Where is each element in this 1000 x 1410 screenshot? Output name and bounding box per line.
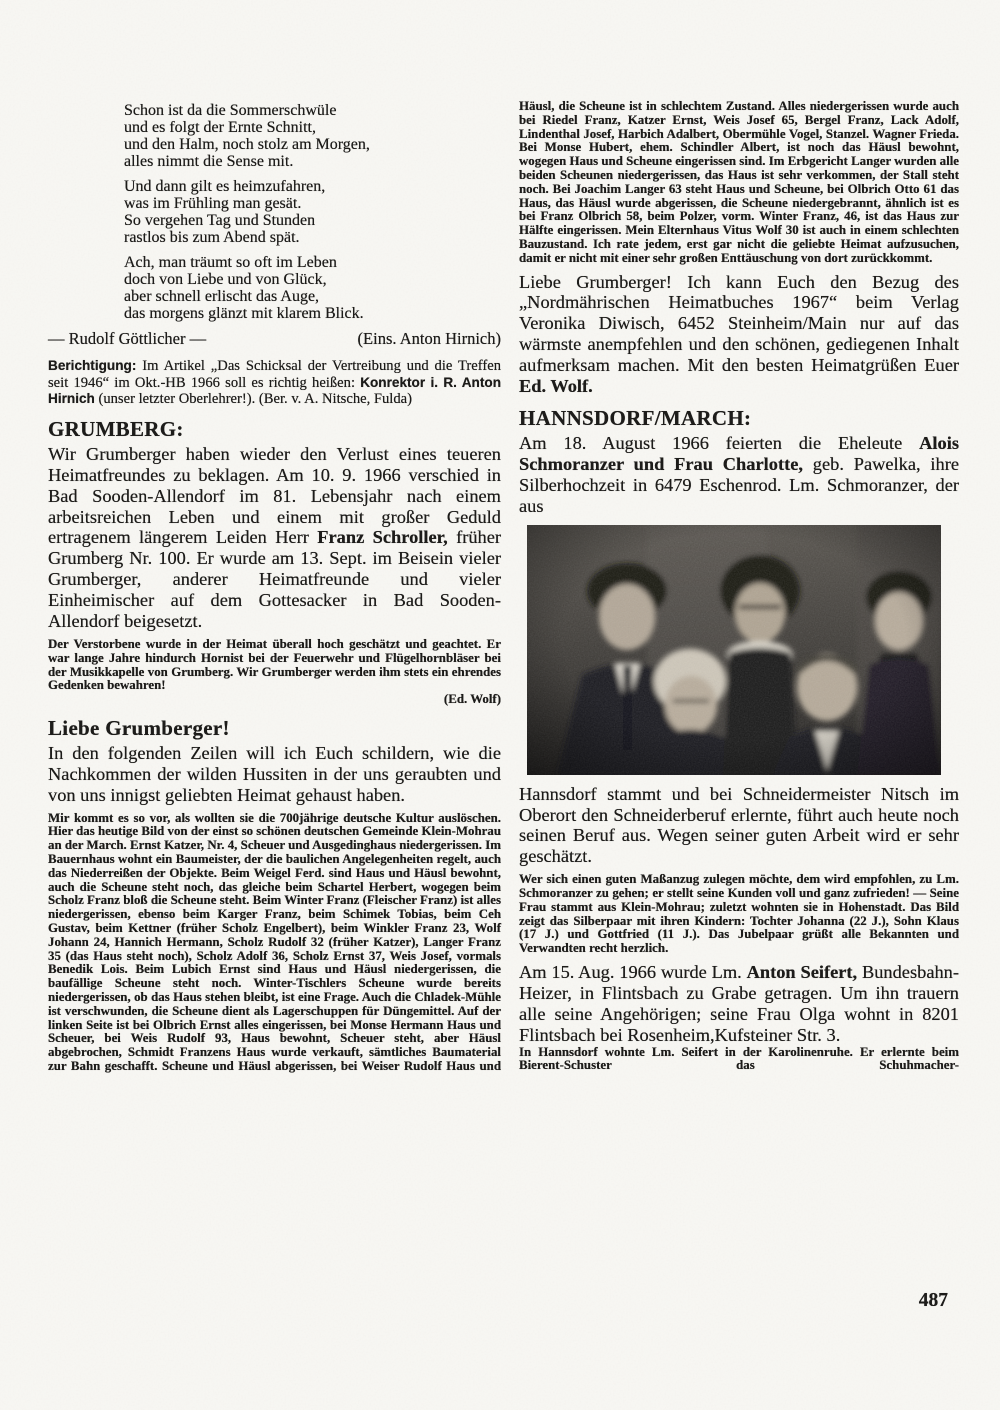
- wedding-text-b: geb. Pawelka, ihre Silberhochzeit in 6479 Eschenrod. Lm. Schmoranzer, der aus: [519, 453, 960, 516]
- liebe-intro-paragraph: In den folgenden Zeilen will ich Euch schildern, wie die Nachkommen der wilden Hussiten in der uns geraubten und von uns innigst geliebten Heimat gehaust haben.: [48, 742, 501, 805]
- heimatbuch-text: Liebe Grumberger! Ich kann Euch den Bezug des „Nordmährischen Heimatbuches 1967“ beim Verlag Veronika Diwisch, 6452 Steinheim/Main nur auf das wärmste anempfehlen und den schönen, gediegenen Inhalt aufmerksam machen. Mit den besten Heimatgrüßen Euer: [519, 271, 959, 376]
- wedding-text-a: Am 18. August 1966 feierten die Eheleute: [519, 433, 920, 453]
- poem-stanza: [124, 102, 501, 170]
- poem-line: aber schnell erlischt das Auge,: [124, 288, 320, 305]
- deceased-name: Franz Schroller,: [317, 527, 448, 548]
- poem-author: — Rudolf Göttlicher —: [48, 329, 207, 348]
- obituary-text-a: Wir Grumberger haben wieder den Verlust eines teueren Heimatfreundes zu beklagen. Am 10. 9. 1966 verschied in Bad Sooden-Allendorf im 81. Lebensjahr nach einem arbeitsreichen Leben und einem mit großer Geduld ertragenem längerem Leiden Herr: [48, 443, 501, 548]
- poem-stanza: [124, 254, 501, 322]
- obituary-text-b: früher Grumberg Nr. 100. Er wurde am 13. Sept. im Beisein vieler Grumberger, anderer Heimatfreunde und vieler Einheimischer auf dem Gottesacker in Bad Sooden-Allendorf beigesetzt.: [48, 527, 501, 632]
- silver-wedding-family-photo: [527, 525, 941, 775]
- poem-line: Ach, man träumt so oft im Leben: [124, 254, 337, 271]
- correction-paragraph: [48, 358, 501, 408]
- poem-line: und den Halm, noch stolz am Morgen,: [124, 136, 370, 153]
- poem-credit: (Eins. Anton Hirnich): [357, 329, 501, 348]
- correction-text-1: Im Artikel „Das Schicksal der Vertreibung und die Treffen seit 1946“ im Okt.-HB 1966 soll es richtig heißen:: [48, 358, 501, 391]
- poem-attribution: [48, 330, 501, 348]
- family-portrait-image: [527, 525, 941, 775]
- page-number: 487: [918, 1290, 948, 1311]
- left-column: [48, 102, 501, 1074]
- poem-line: doch von Liebe und von Glück,: [124, 271, 327, 288]
- tailor-recommendation-paragraph: Wer sich einen guten Maßanzug zulegen möchte, dem wird empfohlen, zu Lm. Schmoranzer zu gehen; er stellt seine Kunden voll und ganz zufrieden! — Seine Frau stammt aus Klein-Mohrau; zuletzt wohnten sie in Hohenstadt. Das Bild zeigt das Silberpaar mit ihren Kindern: Tochter Johanna (22 J.), Sohn Klaus (17 J.) und Gottfried (11 J.). Das Jubelpaar grüßt alle Bekannten und Verwandten recht herzlich.: [519, 872, 959, 956]
- hannsdorf-heading: HANNSDORF/MARCH:: [519, 406, 752, 430]
- seifert-biography-paragraph: In Hannsdorf wohnte Lm. Seifert in der Karolinenruhe. Er erlernte beim Bierent-Schuster das Schuhmacher-: [519, 1044, 959, 1073]
- grumberg-obituary-paragraph: [48, 444, 501, 632]
- report-continuation-paragraph: Häusl, die Scheune ist in schlechtem Zustand. Alles niedergerissen wurde auch bei Riedel Franz, Katzer Ernst, Weis Josef 65, Bergel Franz, Lack Adolf, Lindenthal Josef, Harbich Adalbert, Obermühle Vogel, Stanzel. Wagner Frieda. Bei Monse Hubert, ehem. Schindler Albert, ist noch das Häusl bewohnt, wogegen Haus und Scheune eingerissen sind. Im Erbgericht Langer wurden alle beiden Scheunen niedergerissen, das Haus ist sehr verkommen, der Stall steht noch. Bei Joachim Langer 63 steht Haus und Scheune, bei Olbrich Otto 61 das Haus, das Häusl wurde abgerissen, die Scheune niedergebrannt, ähnlich ist es bei Franz Olbrich 58, beim Polzer, vorm. Winter Franz, 46, ist das Haus zur Hälfte eingerissen. Mein Elternhaus Vitus Wolf 30 ist auch in einem schlechten Bauzustand. Ich rate jedem, erst gar nicht die geliebte Heimat aufzusuchen, damit er nicht mit einer sehr großen Enttäuschung von dort zurückkommt.: [519, 99, 959, 265]
- klein-mohrau-report-paragraph: Mir kommt es so vor, als wollten sie die 700jährige deutsche Kultur auslöschen. Hier das heutige Bild von der einst so schönen deutschen Gemeinde Klein-Mohrau an der March. Ernst Katzer, Nr. 4, Scheuer und Ausgedinghaus niedergerissen. Im Bauernhaus wohnt ein Baumeister, der die baulichen Angelegenheiten regelt, auch das Niederreißen der Objekte. Beim Weigel Ferd. sind Haus und Häusl bewohnt, auch die Scheune steht noch, das gleiche beim Schartel Herbert, wogegen beim Scholz Franz bloß die Scheune steht. Beim Winter Franz (Fleischer Franz) ist alles niedergerissen, ebenso beim Karger Franz, beim Schimek Tobias, beim Ceh Gustav, beim Kettner (früher Scholz Engelbert), beim Winkler Franz 23, Wolf Johann 24, Hannich Hermann, Scholz Rudolf 32 (früher Katzer), Langer Franz 35 (das Haus steht noch), Scholz Adolf 36, Scholz Ernst 37, Weis Josef, vormals Benedik Lois. Beim Lubich Ernst sind Haus und Häusl niedergerissen, die baufällige Scheune steht noch. Winter-Tischlers Scheune wurde bereits niedergerissen, ob das Haus stehen bleibt, ist eine Frage. Auch die Chladek-Mühle ist verschwunden, die Scheune dient als Lagerschuppen für Düngemittel. Auf der linken Seite ist bei Olbrich Ernst alles eingerissen, bei Monse Hermann Haus und Scheuer, bei Weis Rudolf 93, Haus bewohnt, Scheuer steht, aber Häusl abgebrochen, Schmidt Franzens Haus wurde verkauft, sämtliches Baumaterial zur Bahn geschafft. Scheune und Häusl abgerissen, bei Weiser Rudolf Haus und: [48, 810, 501, 1073]
- correction-label: Berichtigung:: [48, 358, 137, 373]
- poem-line: und es folgt der Ernte Schnitt,: [124, 119, 316, 136]
- poem-line: alles nimmt die Sense mit.: [124, 153, 294, 170]
- poem-line: Schon ist da die Sommerschwüle: [124, 102, 337, 119]
- poem-line: das morgens glänzt mit klarem Blick.: [124, 305, 364, 322]
- poem-line: Und dann gilt es heimzufahren,: [124, 178, 326, 195]
- liebe-grumberger-heading: Liebe Grumberger!: [48, 715, 230, 740]
- schmoranzer-profession-paragraph: Hannsdorf stammt und bei Schneidermeister Nitsch im Oberort den Schneiderberuf erlernte, führt auch heute noch seinen Beruf aus. Wegen seiner guten Arbeit wird er sehr geschätzt.: [519, 783, 959, 867]
- wedding-couple-names: Alois Schmoranzer und Frau Charlotte,: [519, 433, 959, 474]
- poem-stanza: [124, 178, 501, 246]
- grumberg-tribute-paragraph: Der Verstorbene wurde in der Heimat überall hoch geschätzt und geachtet. Er war lange Jahre hindurch Hornist bei der Feuerwehr und Flügelhornbläser bei der Musikkapelle von Grumberg. Wir Grumberger werden ihm stets ein ehrendes Gedenken bewahren!: [48, 636, 501, 693]
- poem: [48, 102, 501, 322]
- heimatbuch-signature: Ed. Wolf.: [519, 376, 593, 397]
- seifert-obituary-paragraph: [519, 962, 959, 1046]
- grumberg-heading: GRUMBERG:: [48, 416, 184, 441]
- seifert-name: Anton Seifert,: [746, 962, 858, 983]
- seifert-text-b: Bundesbahn-Heizer, in Flintsbach zu Grabe getragen. Um ihn trauern alle seine Angehörigen; seine Frau Olga wohnt in 8201 Flintsbach bei Rosenheim,Kufsteiner Str. 3.: [519, 962, 959, 1045]
- grumberg-byline: (Ed. Wolf): [443, 692, 501, 707]
- silver-wedding-paragraph: [519, 433, 959, 517]
- poem-line: So vergehen Tag und Stunden: [124, 212, 316, 229]
- poem-line: was im Frühling man gesät.: [124, 195, 302, 212]
- heimatbuch-note-paragraph: [519, 272, 959, 397]
- poem-line: rastlos bis zum Abend spät.: [124, 229, 300, 246]
- correction-name: Konrektor i. R. Anton Hirnich: [48, 374, 501, 407]
- correction-text-2: (unser letzter Oberlehrer!). (Ber. v. A. Nitsche, Fulda): [94, 391, 412, 408]
- right-column: [519, 100, 959, 1073]
- seifert-text-a: Am 15. Aug. 1966 wurde Lm.: [519, 962, 747, 983]
